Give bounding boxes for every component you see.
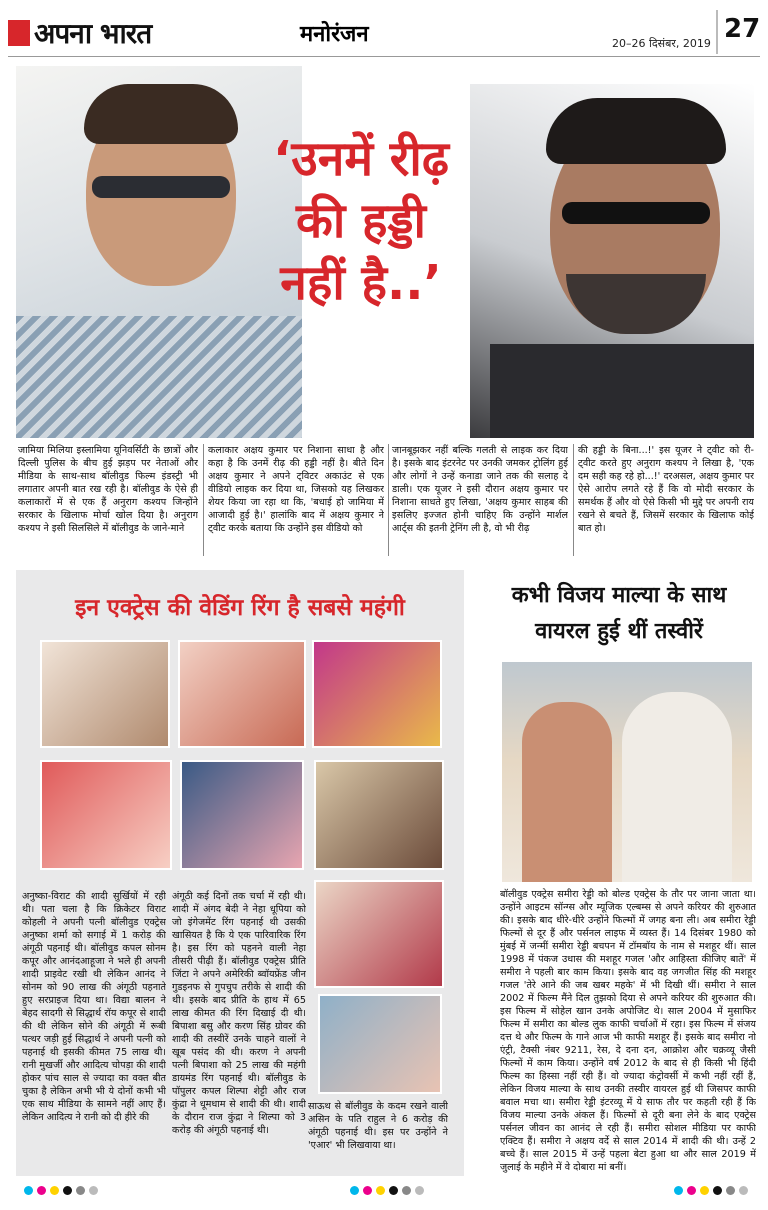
registration-dot xyxy=(713,1186,722,1195)
page-number: 27 xyxy=(724,14,761,44)
hero-headline-line: ‘उनमें रीढ़ xyxy=(273,131,449,187)
headline-line: वायरल हुई थीं तस्वीरें xyxy=(535,619,703,644)
anurag-photo xyxy=(470,84,754,438)
registration-dot xyxy=(24,1186,33,1195)
column-divider xyxy=(203,444,204,556)
hair-shape xyxy=(84,84,238,144)
registration-dot xyxy=(739,1186,748,1195)
shilpa-raj-photo xyxy=(318,994,442,1094)
registration-dot xyxy=(50,1186,59,1195)
spectacles-shape xyxy=(562,202,710,224)
hair-shape xyxy=(546,98,726,164)
vijay-article-body: बॉलीवुड एक्ट्रेस समीरा रेड्डी को बोल्ड एक्ट्रेस के तौर पर जाना जाता था। उन्होंने आइटम सॉन्ग्स और म्यूजिक एल्बम्स से अपने करियर की शुरुआत की। इसके बाद धीरे-धीरे उन्होंने फिल्मों में जगह बना ली। अब समीरा रेड्डी फिल्मों से दूर हैं और पर्सनल लाइफ में व्यस्त हैं। 14 दिसंबर 1980 को मुंबई में जन्मीं समीरा रेड्डी बचपन में टॉमबॉय के नाम से मशहूर थीं। साल 1998 में पंकज उधास की मशहूर गजल 'और आहिस्ता कीजिए बातें' में समीरा ने पहली बार काम किया। इसके बाद वह जगजीत सिंह की मशहूर गजल 'तेरे आने की जब खबर महके' में भी दिखी थीं। समीरा ने साल 2002 में फिल्म मैंने दिल तुझको दिया से अपने करियर की शुरुआत की। इस फिल्म में सोहेल खान उनके अपोजिट थे। साल 2004 में मुसाफिर फिल्म में समीरा का बोल्ड लुक काफी चर्चाओं में रहा। इस फिल्म में संजय दत्त थे और फिल्म के गाने आज भी काफी मशहूर हैं। इसके बाद समीरा नो एंट्री, टैक्सी नंबर 9211, रेस, दे दना दन, आक्रोश और चक्रव्यू जैसी फिल्मों में काम किया। उन्होंने वर्ष 2012 के बाद से ही किसी भी हिंदी फिल्म का हिस्सा नहीं रही हैं। वो ज्यादा कंट्रोवर्सी में कभी नहीं रहीं हैं, लेकिन विजय माल्या के साथ उनकी तस्वीर वायरल हुई थी जिसपर काफी बवाल मचा था। समीरा रेड्डी इंटरव्यू में ये साफ तौर पर कहती रही हैं कि विजय माल्या उनके अंकल हैं। फिल्मों से दूरी बना लेने के बाद एक्ट्रेस पर्सनल जीवन का आनंद ले रही हैं। समीरा सोशल मीडिया पर काफी एक्टिव हैं। समीरा ने अक्षय वर्दे से साल 2014 में शादी की थी। उन्हें 2 बच्चे हैं। साल 2015 में उन्हें पहला बेटा हुआ था और साल 2019 में जुलाई के महीने में वे दोबारा मां बनीं। xyxy=(500,889,756,1173)
registration-dot xyxy=(350,1186,359,1195)
registration-dot xyxy=(700,1186,709,1195)
wedding-text-column: साऊथ से बॉलीवुड के कदम रखने वाली असिन के पति राहुल ने 6 करोड़ की अंगूठी पहनाई थी। इस पर उन्होंने ने 'एआर' भी लिखवाया था। xyxy=(308,1101,448,1151)
registration-dot xyxy=(76,1186,85,1195)
anushka-virat-photo xyxy=(40,640,170,748)
article-column: कलाकार अक्षय कुमार पर निशाना साधा है और कहा है कि उनमें रीढ़ की हड्डी नहीं है। बीते दिन अक्षय कुमार ने अपने ट्विटर अकाउंट से एक वीडियो लाइक कर दिया था, जिसको यह लिखकर शेयर किया जा रहा था कि, 'बधाई हो जामिया में आजादी हुई है।' हालांकि बाद में अक्षय कुमार ने ट्वीट करके बताया कि उन्होंने इस वीडियो को xyxy=(208,445,384,534)
header-divider xyxy=(716,10,718,54)
scarf-shape xyxy=(16,316,302,438)
registration-dot xyxy=(674,1186,683,1195)
issue-date: 20–26 दिसंबर, 2019 xyxy=(612,37,711,50)
brand-logo-block xyxy=(8,20,30,46)
print-marks-center xyxy=(350,1186,424,1195)
registration-dot xyxy=(63,1186,72,1195)
header-rule xyxy=(8,56,760,57)
column-divider xyxy=(573,444,574,556)
column-divider xyxy=(388,444,389,556)
wedding-ring-headline: इन एक्ट्रेस की वेडिंग रिंग है सबसे महंगी xyxy=(75,595,405,621)
vijay-mallya-headline xyxy=(482,578,756,650)
registration-dot xyxy=(687,1186,696,1195)
article-column: की हड्डी के बिना...!' इस यूजर ने ट्वीट को री-ट्वीट करते हुए अनुराग कश्यप ने लिखा है, 'एक दम सही कह रहे हो...!' दरअसल, अक्षय कुमार पर ऐसे आरोप लगते रहे हैं कि वो मोदी सरकार के समर्थक हैं और वो ऐसे किसी भी मुद्दे पर अपनी राय रखने से बचते हैं, जिसमें सरकार के खिलाफ कोई बात हो। xyxy=(578,445,754,534)
sameera-vijay-photo xyxy=(502,662,752,882)
headline-line: कभी विजय माल्या के साथ xyxy=(511,583,727,608)
hero-headline xyxy=(236,128,486,314)
registration-dot xyxy=(37,1186,46,1195)
article-column: जानबूझकर नहीं बल्कि गलती से लाइक कर दिया है। इसके बाद इंटरनेट पर उनकी जमकर ट्रोलिंग हुई और लोगों ने उन्हें कनाडा जाने तक की सलाह दे डाली। एक यूजर ने इसी दौरान अक्षय कुमार पर निशाना साधते हुए लिखा, 'अक्षय कुमार साहब की इसलिए इज्जत होनी चाहिए कि उन्होंने मार्शल आर्ट्स की इतनी ट्रेनिंग ली है, वो भी रीढ़ xyxy=(392,445,568,534)
sunglasses-shape xyxy=(92,176,230,198)
hero-headline-line: की हड्डी xyxy=(296,193,426,249)
registration-dot xyxy=(89,1186,98,1195)
brand-name: अपना भारत xyxy=(34,17,152,50)
print-marks-right xyxy=(674,1186,748,1195)
masthead xyxy=(8,14,151,52)
section-name: मनोरंजन xyxy=(300,22,369,47)
registration-dot xyxy=(389,1186,398,1195)
vijay-figure xyxy=(622,692,732,882)
registration-dot xyxy=(726,1186,735,1195)
preity-zinta-photo xyxy=(314,760,444,870)
beard-shape xyxy=(566,274,706,334)
wedding-text-column: अनुष्का-विराट की शादी सुर्खियों में रही थी। पता चला है कि क्रिकेटर विराट कोहली ने अपनी पत्नी बॉलीवुड एक्ट्रेस अनुष्का शर्मा को सगाई में 1 करोड़ की अंगूठी पहनाई थी। बॉलीवुड कपल सोनम कपूर और आनंदआहूजा ने भले ही अपनी शादी प्राइवेट रखी थी लेकिन आनंद ने सोनम को 90 लाख की अंगूठी पहनाते हुए सरप्राइज दिया था। विद्या बालन ने बेहद सादगी से सिद्धार्थ रॉय कपूर से शादी की थी लेकिन सोने की अंगूठी में रूबी पत्थर जड़ी हुई सिद्धार्थ ने अपनी पत्नी को पहनाई थी इसकी कीमत 75 लाख थी। रानी मुखर्जी और आदित्य चोपड़ा की शादी होकर पांच साल से ज्यादा का वक्त बीत चुका है लेकिन अभी भी ये दोनों कभी भी एक साथ मीडिया के सामने नहीं आए हैं। लेकिन आदित्य ने रानी को दी हीरे की xyxy=(22,891,166,1123)
page-header xyxy=(0,0,768,62)
wedding-text-column: अंगूठी कई दिनों तक चर्चा में रही थी। शादी में अंगद बेदी ने नेहा धूपिया को जो इंगेजमेंट रिंग पहनाई थी उसकी खासियत है कि ये एक पारिवारिक रिंग है। इस रिंग को पहनने वाली नेहा तीसरी पीढ़ी हैं। बॉलीवुड एक्ट्रेस प्रीति जिंटा ने अपने अमेरिकी ब्वॉयफ्रेंड जीन गुडइनफ से गुपचुप तरीके से शादी की थी। इसके बाद प्रीति के हाथ में 65 लाख कीमत की रिंग दिखाई दी थी। बिपाशा बसु और करण सिंह ग्रोवर की शादी की तस्वीरें उनके चाहने वालों ने खूब पसंद की थी। करण ने अपनी पत्नी बिपाशा को 25 लाख की महंगी डायमंड रिंग पहनाई थी। बॉलीवुड के पॉपुलर कपल शिल्पा शेट्टी और राज कुंद्रा ने धूमधाम से शादी की थी। शादी के दौरान राज कुंद्रा ने शिल्पा को 3 करोड़ की अंगूठी पहनाई थी। xyxy=(172,891,306,1136)
hero-headline-line: नहीं है..’ xyxy=(280,255,442,311)
bipasha-karan-photo xyxy=(314,880,444,988)
registration-dot xyxy=(363,1186,372,1195)
article-column: जामिया मिलिया इस्लामिया यूनिवर्सिटी के छात्रों और दिल्ली पुलिस के बीच हुई झड़प पर नेताओं और मीडिया के साथ-साथ बॉलीवुड फिल्म इंडस्ट्री भी लगातार अपनी बात रख रही है। बॉलीवुड के ऐसे ही कलाकारों में से एक हैं अनुराग कश्यप जिन्होंने सरकार के खिलाफ मोर्चा खोल दिया है। अनुराग कश्यप ने इसी सिलसिले में बॉलीवुड के जाने-माने xyxy=(18,445,198,534)
print-marks-left xyxy=(24,1186,98,1195)
sonam-anand-photo xyxy=(178,640,306,748)
registration-dot xyxy=(376,1186,385,1195)
registration-dot xyxy=(402,1186,411,1195)
neha-dhupia-photo xyxy=(180,760,304,870)
rani-mukerji-photo xyxy=(40,760,172,870)
vidya-balan-photo xyxy=(312,640,442,748)
registration-dot xyxy=(415,1186,424,1195)
shirt-shape xyxy=(490,344,754,438)
sameera-figure xyxy=(522,702,612,882)
